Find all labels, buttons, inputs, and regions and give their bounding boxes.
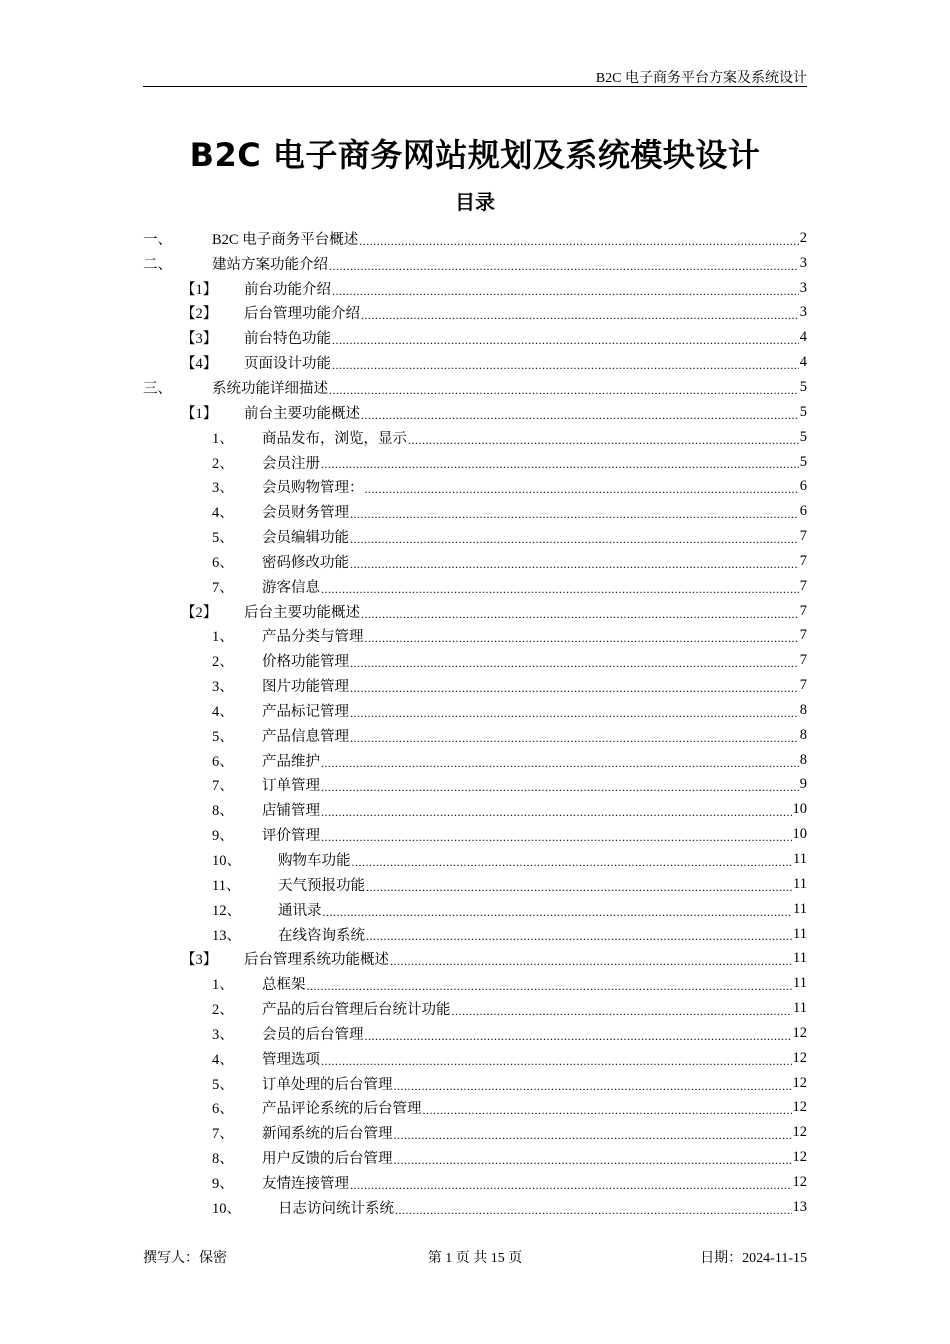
footer-page-info: 第 1 页 共 15 页	[427, 1251, 523, 1266]
toc-entry-page: 11	[793, 925, 807, 942]
toc-dot-leader	[394, 1154, 792, 1170]
toc-entry[interactable]	[143, 1195, 807, 1220]
toc-entry-page: 6	[799, 503, 807, 520]
toc-dot-leader	[390, 955, 792, 971]
toc-entry-page: 7	[799, 552, 807, 569]
toc-entry-number: 10、	[212, 1200, 241, 1217]
toc-dot-leader	[361, 608, 799, 624]
toc-entry-page: 7	[799, 577, 807, 594]
toc-entry[interactable]	[143, 400, 807, 425]
toc-entry[interactable]	[143, 524, 807, 549]
toc-entry-label: 前台特色功能	[244, 331, 331, 348]
footer-date: 日期：2024-11-15	[700, 1251, 807, 1266]
toc-entry[interactable]	[143, 1021, 807, 1046]
toc-entry-page: 11	[793, 975, 807, 992]
toc-entry-number: 【2】	[181, 306, 218, 323]
toc-entry-label: B2C 电子商务平台概述	[212, 231, 359, 248]
toc-entry-label: 订单管理	[262, 778, 320, 795]
toc-entry-number: 2、	[212, 1002, 234, 1019]
toc-entry-number: 【3】	[181, 952, 218, 969]
toc-entry-page: 10	[792, 826, 807, 843]
toc-entry-number: 3、	[212, 1026, 234, 1043]
toc-entry-number: 3、	[212, 480, 234, 497]
toc-entry-number: 4、	[212, 703, 234, 720]
toc-entry[interactable]	[143, 1071, 807, 1096]
toc-dot-leader	[365, 483, 799, 499]
toc-entry-number: 1、	[212, 977, 234, 994]
toc-entry-page: 4	[799, 329, 807, 346]
toc-dot-leader	[350, 558, 799, 574]
toc-entry[interactable]	[143, 425, 807, 450]
toc-entry-number: 【2】	[181, 604, 218, 621]
toc-entry[interactable]	[143, 251, 807, 276]
toc-entry[interactable]	[143, 673, 807, 698]
toc-dot-leader	[352, 856, 793, 872]
toc-entry-label: 后台管理系统功能概述	[244, 952, 389, 969]
toc-entry-label: 产品维护	[262, 753, 320, 770]
toc-entry-page: 12	[792, 1124, 807, 1141]
footer-author: 撰写人：保密	[143, 1251, 227, 1266]
toc-entry[interactable]	[143, 599, 807, 624]
toc-entry-number: 一、	[143, 231, 172, 248]
toc-entry[interactable]	[143, 1096, 807, 1121]
toc-entry-label: 后台主要功能概述	[244, 604, 360, 621]
toc-entry-label: 管理选项	[262, 1051, 320, 1068]
toc-entry-label: 新闻系统的后台管理	[262, 1126, 393, 1143]
toc-entry-number: 2、	[212, 654, 234, 671]
toc-entry-page: 3	[799, 254, 807, 271]
toc-dot-leader	[350, 533, 799, 549]
toc-entry-page: 7	[799, 528, 807, 545]
toc-entry-page: 8	[799, 751, 807, 768]
toc-entry-number: 【1】	[181, 405, 218, 422]
toc-entry[interactable]	[143, 946, 807, 971]
toc-dot-leader	[361, 309, 799, 325]
toc-entry[interactable]	[143, 450, 807, 475]
toc-entry[interactable]	[143, 375, 807, 400]
toc-entry-number: 三、	[143, 380, 172, 397]
toc-dot-leader	[452, 1005, 793, 1021]
toc-entry-page: 5	[799, 378, 807, 395]
toc-entry-label: 通讯录	[278, 902, 322, 919]
toc-entry-label: 页面设计功能	[244, 356, 331, 373]
toc-dot-leader	[423, 1104, 792, 1120]
toc-entry-label: 日志访问统计系统	[278, 1200, 394, 1217]
toc-entry[interactable]	[143, 797, 807, 822]
table-of-contents	[143, 226, 807, 1220]
toc-entry[interactable]	[143, 226, 807, 251]
header-divider	[143, 86, 807, 87]
toc-dot-leader	[350, 508, 799, 524]
toc-entry-page: 3	[799, 279, 807, 296]
toc-entry-label: 产品信息管理	[262, 728, 349, 745]
toc-entry-number: 【4】	[181, 356, 218, 373]
toc-entry-number: 5、	[212, 728, 234, 745]
toc-entry[interactable]	[143, 996, 807, 1021]
toc-dot-leader	[329, 260, 799, 276]
toc-entry-number: 13、	[212, 927, 241, 944]
toc-entry-label: 后台管理功能介绍	[244, 306, 360, 323]
toc-dot-leader	[361, 409, 799, 425]
toc-entry-page: 7	[799, 602, 807, 619]
toc-entry-label: 评价管理	[262, 828, 320, 845]
toc-dot-leader	[366, 881, 792, 897]
toc-dot-leader	[365, 1030, 792, 1046]
toc-entry-label: 图片功能管理	[262, 679, 349, 696]
toc-entry-page: 6	[799, 478, 807, 495]
toc-entry-number: 11、	[212, 877, 241, 894]
toc-dot-leader	[321, 757, 799, 773]
toc-entry-page: 12	[792, 1173, 807, 1190]
toc-entry-page: 5	[799, 453, 807, 470]
toc-entry-page: 7	[799, 627, 807, 644]
toc-entry-number: 【3】	[181, 331, 218, 348]
toc-entry-label: 订单处理的后台管理	[262, 1076, 393, 1093]
toc-entry-label: 产品的后台管理后台统计功能	[262, 1002, 451, 1019]
toc-entry-page: 12	[792, 1074, 807, 1091]
toc-entry-page: 5	[799, 403, 807, 420]
toc-entry[interactable]	[143, 1046, 807, 1071]
toc-dot-leader	[332, 334, 799, 350]
toc-entry-number: 6、	[212, 753, 234, 770]
toc-entry-label: 会员编辑功能	[262, 530, 349, 547]
toc-entry-label: 用户反馈的后台管理	[262, 1151, 393, 1168]
toc-dot-leader	[350, 1179, 792, 1195]
toc-entry-number: 8、	[212, 803, 234, 820]
toc-entry-label: 前台主要功能概述	[244, 405, 360, 422]
toc-dot-leader	[350, 682, 799, 698]
toc-entry-label: 产品评论系统的后台管理	[262, 1101, 422, 1118]
toc-entry-number: 7、	[212, 1126, 234, 1143]
toc-dot-leader	[408, 434, 799, 450]
toc-entry-number: 5、	[212, 1076, 234, 1093]
toc-entry[interactable]	[143, 922, 807, 947]
toc-entry-page: 12	[792, 1049, 807, 1066]
toc-dot-leader	[321, 806, 792, 822]
toc-entry-label: 天气预报功能	[278, 877, 365, 894]
toc-dot-leader	[359, 235, 799, 251]
toc-entry-page: 12	[792, 1099, 807, 1116]
running-header: B2C 电子商务平台方案及系统设计	[595, 71, 807, 86]
toc-entry-page: 9	[799, 776, 807, 793]
toc-entry-label: 总框架	[262, 977, 306, 994]
toc-entry-label: 产品分类与管理	[262, 629, 364, 646]
toc-entry-label: 友情连接管理	[262, 1175, 349, 1192]
toc-entry[interactable]	[143, 773, 807, 798]
toc-entry[interactable]	[143, 847, 807, 872]
toc-entry-label: 店铺管理	[262, 803, 320, 820]
toc-entry-number: 5、	[212, 530, 234, 547]
toc-entry-page: 5	[799, 428, 807, 445]
toc-dot-leader	[394, 1129, 792, 1145]
toc-entry-page: 7	[799, 652, 807, 669]
toc-entry-page: 3	[799, 304, 807, 321]
toc-entry[interactable]	[143, 648, 807, 673]
toc-entry-number: 9、	[212, 828, 234, 845]
toc-entry-number: 7、	[212, 579, 234, 596]
toc-dot-leader	[350, 732, 799, 748]
toc-entry-label: 系统功能详细描述	[212, 380, 328, 397]
toc-dot-leader	[394, 1080, 792, 1096]
toc-entry[interactable]	[143, 276, 807, 301]
toc-entry[interactable]	[143, 325, 807, 350]
toc-entry-page: 7	[799, 677, 807, 694]
toc-entry[interactable]	[143, 748, 807, 773]
toc-dot-leader	[307, 980, 793, 996]
toc-entry-label: 前台功能介绍	[244, 281, 331, 298]
toc-entry-number: 3、	[212, 679, 234, 696]
toc-entry-label: 会员购物管理：	[262, 480, 364, 497]
toc-entry-page: 8	[799, 701, 807, 718]
toc-dot-leader	[365, 632, 799, 648]
toc-dot-leader	[323, 906, 793, 922]
toc-entry[interactable]	[143, 474, 807, 499]
toc-entry[interactable]	[143, 301, 807, 326]
toc-dot-leader	[350, 707, 799, 723]
toc-entry-page: 10	[792, 801, 807, 818]
toc-entry-number: 2、	[212, 455, 234, 472]
toc-dot-leader	[321, 1055, 792, 1071]
toc-entry-number: 1、	[212, 629, 234, 646]
toc-entry[interactable]	[143, 1145, 807, 1170]
toc-dot-leader	[350, 657, 799, 673]
toc-entry[interactable]	[143, 1170, 807, 1195]
toc-entry[interactable]	[143, 872, 807, 897]
document-title: B2C 电子商务网站规划及系统模块设计	[189, 136, 761, 174]
toc-entry-page: 11	[793, 900, 807, 917]
toc-entry[interactable]	[143, 549, 807, 574]
toc-entry-page: 13	[792, 1198, 807, 1215]
toc-dot-leader	[321, 458, 799, 474]
toc-entry[interactable]	[143, 1120, 807, 1145]
toc-entry-label: 价格功能管理	[262, 654, 349, 671]
toc-entry-page: 11	[793, 950, 807, 967]
toc-entry-number: 12、	[212, 902, 241, 919]
toc-heading: 目录	[455, 190, 495, 214]
toc-entry[interactable]	[143, 624, 807, 649]
toc-dot-leader	[332, 285, 799, 301]
toc-entry[interactable]	[143, 971, 807, 996]
toc-dot-leader	[395, 1204, 792, 1220]
toc-entry-number: 9、	[212, 1175, 234, 1192]
toc-entry-page: 11	[793, 1000, 807, 1017]
toc-entry-page: 12	[792, 1024, 807, 1041]
toc-entry-label: 游客信息	[262, 579, 320, 596]
toc-entry-number: 8、	[212, 1151, 234, 1168]
toc-entry[interactable]	[143, 897, 807, 922]
toc-entry-number: 6、	[212, 1101, 234, 1118]
toc-entry-page: 8	[799, 726, 807, 743]
toc-entry-label: 会员的后台管理	[262, 1026, 364, 1043]
toc-entry-page: 2	[799, 229, 807, 246]
toc-entry-label: 会员注册	[262, 455, 320, 472]
toc-dot-leader	[321, 781, 799, 797]
toc-entry[interactable]	[143, 499, 807, 524]
toc-entry-number: 7、	[212, 778, 234, 795]
toc-entry-page: 11	[793, 851, 807, 868]
toc-dot-leader	[332, 359, 799, 375]
toc-entry[interactable]	[143, 350, 807, 375]
toc-entry-page: 12	[792, 1149, 807, 1166]
toc-entry-label: 会员财务管理	[262, 505, 349, 522]
toc-entry-number: 二、	[143, 256, 172, 273]
toc-entry-number: 10、	[212, 853, 241, 870]
toc-entry-number: 1、	[212, 430, 234, 447]
toc-entry-number: 4、	[212, 505, 234, 522]
toc-entry-label: 密码修改功能	[262, 554, 349, 571]
toc-entry[interactable]	[143, 822, 807, 847]
toc-entry-label: 在线咨询系统	[278, 927, 365, 944]
toc-entry-number: 4、	[212, 1051, 234, 1068]
toc-entry-number: 【1】	[181, 281, 218, 298]
toc-entry-page: 11	[793, 875, 807, 892]
toc-entry[interactable]	[143, 723, 807, 748]
toc-dot-leader	[321, 831, 792, 847]
toc-entry-number: 6、	[212, 554, 234, 571]
toc-entry-label: 购物车功能	[278, 853, 351, 870]
toc-entry[interactable]	[143, 574, 807, 599]
toc-entry[interactable]	[143, 698, 807, 723]
toc-dot-leader	[321, 583, 799, 599]
toc-dot-leader	[366, 930, 792, 946]
toc-entry-label: 建站方案功能介绍	[212, 256, 328, 273]
toc-entry-label: 商品发布，浏览，显示	[262, 430, 407, 447]
toc-entry-label: 产品标记管理	[262, 703, 349, 720]
toc-dot-leader	[329, 384, 799, 400]
toc-entry-page: 4	[799, 354, 807, 371]
